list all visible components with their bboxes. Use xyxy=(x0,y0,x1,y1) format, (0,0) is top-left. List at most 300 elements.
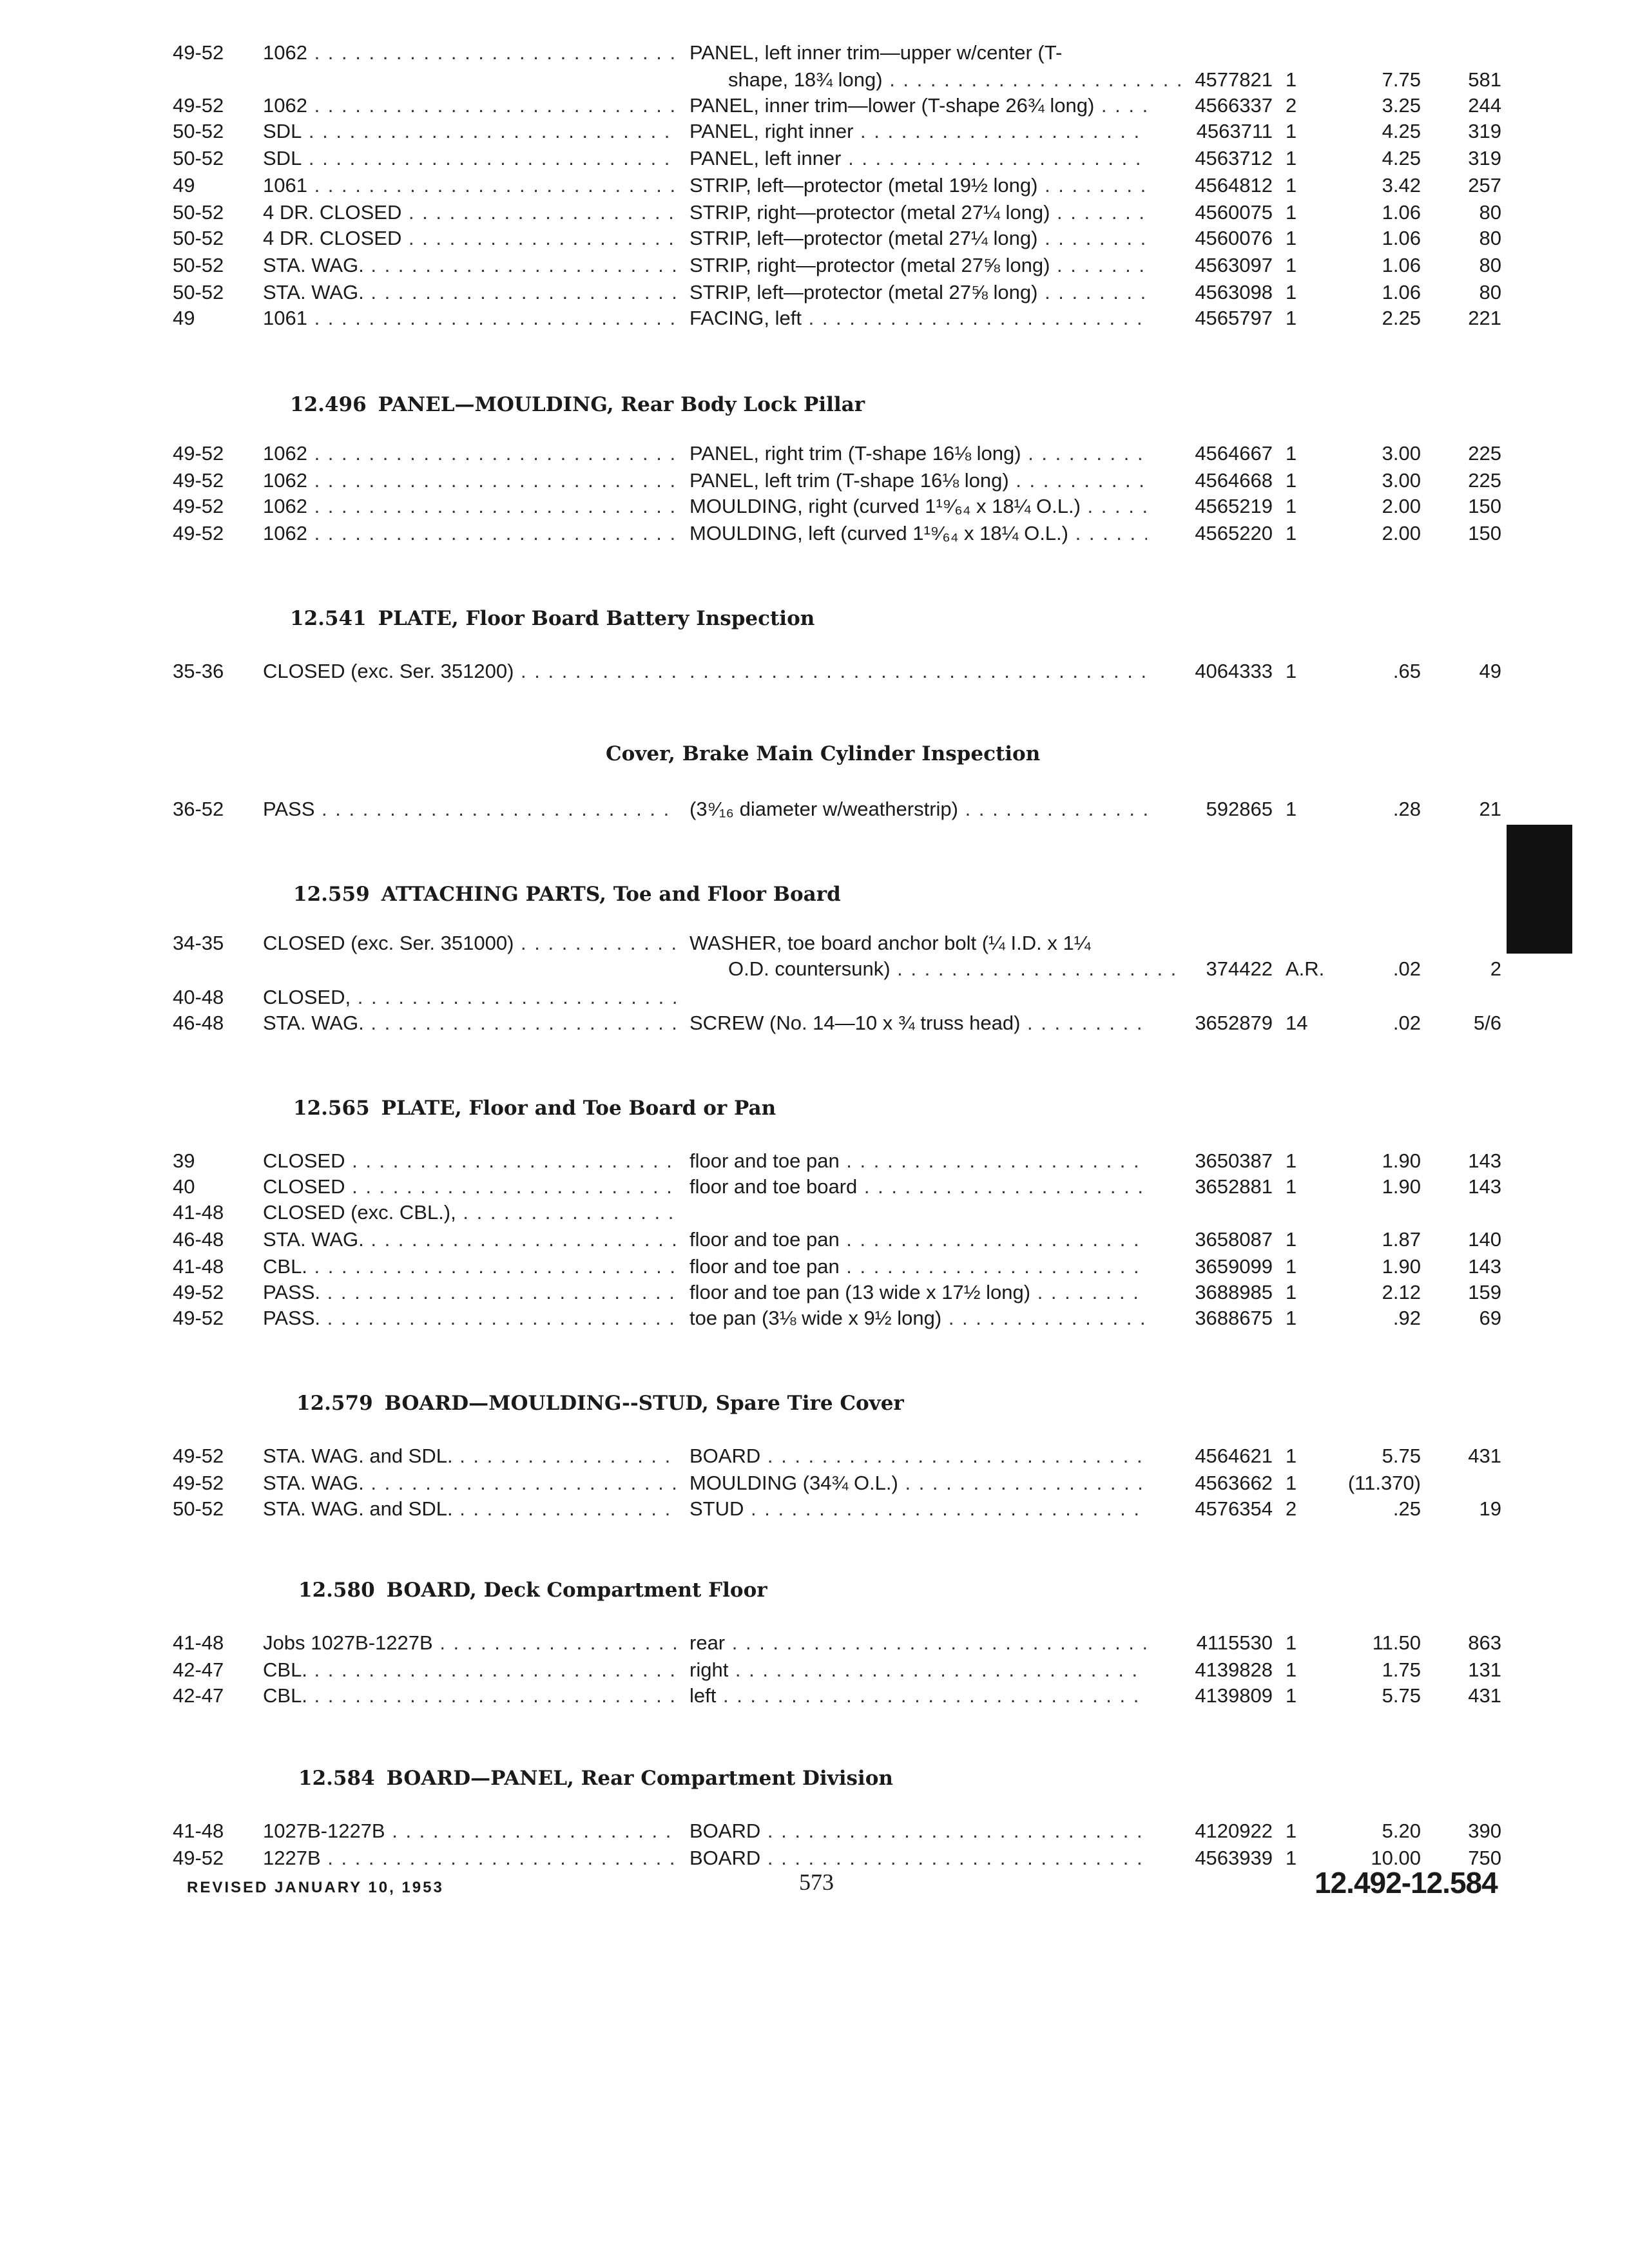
dealer-price xyxy=(1437,146,1501,171)
part-number xyxy=(1153,253,1273,278)
list-price-text: .92 xyxy=(1393,1307,1421,1329)
part-number xyxy=(1153,1148,1273,1174)
part-number xyxy=(1153,441,1273,466)
dealer-price-text: 143 xyxy=(1468,1149,1501,1172)
body-type xyxy=(263,305,677,331)
part-number xyxy=(1153,658,1273,684)
parts-row xyxy=(0,1657,1629,1686)
part-description xyxy=(689,796,1147,822)
dealer-price-text: 319 xyxy=(1468,120,1501,142)
parts-row xyxy=(0,1630,1629,1658)
quantity-text: 2 xyxy=(1286,1497,1297,1520)
model-years xyxy=(173,146,260,171)
dealer-price-text: 5/6 xyxy=(1473,1012,1501,1034)
part-description-text: MOULDING (34¾ O.L.) xyxy=(689,1472,898,1494)
body-type xyxy=(263,1470,677,1496)
quantity-text: A.R. xyxy=(1286,957,1325,980)
part-number xyxy=(1153,796,1273,822)
body-type xyxy=(263,441,677,466)
part-description-text: STRIP, left—protector (metal 27⅝ long) xyxy=(689,281,1038,303)
model-years-text: 49-52 xyxy=(173,1307,224,1329)
model-years xyxy=(173,93,260,119)
part-description xyxy=(689,1305,1147,1331)
list-price xyxy=(1344,93,1421,119)
part-description-text: right xyxy=(689,1658,729,1681)
model-years-text: 49-52 xyxy=(173,495,224,517)
quantity-text: 1 xyxy=(1286,1631,1297,1654)
parts-row xyxy=(0,1818,1629,1847)
body-type xyxy=(263,985,677,1010)
body-type-text: STA. WAG. and SDL. xyxy=(263,1497,453,1520)
quantity-text: 14 xyxy=(1286,1012,1308,1034)
section-heading xyxy=(606,741,1040,767)
model-years-text: 49-52 xyxy=(173,94,224,117)
list-price-text: 1.87 xyxy=(1382,1228,1421,1251)
body-type-text: SDL xyxy=(263,147,302,169)
part-description xyxy=(689,1280,1147,1305)
part-number-text: 4564621 xyxy=(1195,1445,1273,1467)
list-price-text: 3.00 xyxy=(1382,469,1421,492)
list-price-text: 1.06 xyxy=(1382,254,1421,276)
body-type xyxy=(263,1443,677,1469)
dealer-price xyxy=(1437,441,1501,466)
part-description-text: floor and toe board xyxy=(689,1175,858,1198)
part-description-text: PANEL, inner trim—lower (T-shape 26¾ long) xyxy=(689,94,1095,117)
part-description xyxy=(689,1148,1147,1174)
parts-row xyxy=(0,253,1629,281)
part-description-text: PANEL, left inner xyxy=(689,147,842,169)
list-price-text: 1.75 xyxy=(1382,1658,1421,1681)
list-price xyxy=(1344,1443,1421,1469)
part-description xyxy=(689,253,1147,278)
body-type-text: STA. WAG. xyxy=(263,281,364,303)
quantity-text: 1 xyxy=(1286,174,1297,197)
list-price-text: 1.06 xyxy=(1382,227,1421,249)
body-type-text: PASS xyxy=(263,798,315,820)
body-type xyxy=(263,280,677,305)
part-number-text: 592865 xyxy=(1206,798,1273,820)
part-description xyxy=(689,658,1147,684)
body-type xyxy=(263,1148,677,1174)
body-type xyxy=(263,1845,677,1871)
section-number: 12.559 xyxy=(293,883,370,906)
section-thumb-tab xyxy=(1507,825,1572,954)
list-price xyxy=(1344,253,1421,278)
part-description xyxy=(689,1496,1147,1522)
part-description xyxy=(689,40,1147,66)
body-type xyxy=(263,658,677,684)
model-years-text: 50-52 xyxy=(173,147,224,169)
part-description-text: O.D. countersunk) xyxy=(728,957,891,980)
model-years xyxy=(173,1305,260,1331)
quantity-text: 1 xyxy=(1286,147,1297,169)
model-years-text: 49-52 xyxy=(173,442,224,465)
model-years xyxy=(173,930,260,956)
quantity-text: 1 xyxy=(1286,281,1297,303)
dealer-price xyxy=(1437,119,1501,144)
section-title: BOARD, Deck Compartment Floor xyxy=(386,1579,767,1602)
section-title: Cover, Brake Main Cylinder Inspection xyxy=(606,742,1041,765)
list-price xyxy=(1344,1280,1421,1305)
body-type xyxy=(263,468,677,494)
part-number xyxy=(1153,521,1273,546)
body-type-text: CLOSED (exc. Ser. 351200) xyxy=(263,660,514,682)
parts-row xyxy=(0,1174,1629,1202)
part-number xyxy=(1153,119,1273,144)
body-type xyxy=(263,930,677,956)
section-title: BOARD—PANEL, Rear Compartment Division xyxy=(386,1767,893,1790)
body-type-text: 1061 xyxy=(263,307,307,329)
body-type xyxy=(263,200,677,226)
part-number xyxy=(1153,1683,1273,1709)
model-years xyxy=(173,1496,260,1522)
part-number-text: 4560076 xyxy=(1195,227,1273,249)
part-description xyxy=(689,1683,1147,1709)
dealer-price xyxy=(1437,1148,1501,1174)
part-number xyxy=(1153,226,1273,251)
quantity-text: 1 xyxy=(1286,1228,1297,1251)
quantity xyxy=(1286,119,1337,144)
list-price xyxy=(1344,494,1421,519)
quantity-text: 1 xyxy=(1286,254,1297,276)
part-description xyxy=(689,305,1147,331)
part-number-text: 3650387 xyxy=(1195,1149,1273,1172)
part-description xyxy=(689,146,1147,171)
body-type-text: 1062 xyxy=(263,442,307,465)
dealer-price-text: 221 xyxy=(1468,307,1501,329)
quantity-text: 1 xyxy=(1286,660,1297,682)
body-type-text: 1061 xyxy=(263,174,307,197)
model-years xyxy=(173,1148,260,1174)
part-description-text: STRIP, left—protector (metal 27¼ long) xyxy=(689,227,1038,249)
part-description-text: SCREW (No. 14—10 x ¾ truss head) xyxy=(689,1012,1021,1034)
dealer-price xyxy=(1437,956,1501,982)
part-number-text: 4565220 xyxy=(1195,522,1273,544)
list-price-text: 2.00 xyxy=(1382,495,1421,517)
part-description xyxy=(689,93,1147,119)
section-number: 12.579 xyxy=(296,1392,373,1415)
model-years xyxy=(173,985,260,1010)
parts-row xyxy=(0,1470,1629,1499)
part-description-text: (3⁹⁄₁₆ diameter w/weatherstrip) xyxy=(689,798,958,820)
part-description-text: PANEL, right trim (T-shape 16⅛ long) xyxy=(689,442,1021,465)
part-description xyxy=(689,1657,1147,1683)
part-number-text: 4563098 xyxy=(1195,281,1273,303)
dealer-price xyxy=(1437,658,1501,684)
body-type xyxy=(263,1254,677,1280)
list-price xyxy=(1344,1305,1421,1331)
quantity xyxy=(1286,494,1337,519)
list-price-text: 1.90 xyxy=(1382,1175,1421,1198)
quantity xyxy=(1286,1496,1337,1522)
section-title: PLATE, Floor and Toe Board or Pan xyxy=(381,1097,776,1120)
part-number xyxy=(1153,200,1273,226)
parts-row xyxy=(0,67,1629,95)
parts-row xyxy=(0,1683,1629,1711)
part-description xyxy=(689,280,1147,305)
list-price xyxy=(1344,658,1421,684)
part-description xyxy=(689,173,1147,198)
list-price-text: 5.20 xyxy=(1382,1820,1421,1842)
body-type-text: CLOSED xyxy=(263,1175,345,1198)
parts-row xyxy=(0,468,1629,496)
model-years-text: 50-52 xyxy=(173,254,224,276)
dealer-price-text: 80 xyxy=(1479,227,1501,249)
model-years-text: 49 xyxy=(173,174,195,197)
part-number xyxy=(1153,1657,1273,1683)
list-price xyxy=(1344,441,1421,466)
parts-row xyxy=(0,796,1629,825)
part-number-text: 4564668 xyxy=(1195,469,1273,492)
model-years xyxy=(173,40,260,66)
part-number-text: 4139828 xyxy=(1195,1658,1273,1681)
list-price xyxy=(1344,1470,1421,1496)
body-type-text: 1062 xyxy=(263,495,307,517)
part-description-text: floor and toe pan (13 wide x 17½ long) xyxy=(689,1281,1031,1303)
part-number-text: 4563711 xyxy=(1196,120,1273,142)
part-description-text: STRIP, right—protector (metal 27⅝ long) xyxy=(689,254,1050,276)
part-description xyxy=(689,494,1147,519)
model-years-text: 41-48 xyxy=(173,1631,224,1654)
list-price-text: .02 xyxy=(1393,1012,1421,1034)
list-price xyxy=(1344,173,1421,198)
dealer-price xyxy=(1437,1496,1501,1522)
quantity xyxy=(1286,658,1337,684)
part-number-text: 3652881 xyxy=(1195,1175,1273,1198)
dealer-price xyxy=(1437,1657,1501,1683)
dealer-price-text: 863 xyxy=(1468,1631,1501,1654)
list-price xyxy=(1344,280,1421,305)
part-number xyxy=(1153,280,1273,305)
quantity xyxy=(1286,253,1337,278)
parts-row xyxy=(0,441,1629,469)
dealer-price-text: 69 xyxy=(1479,1307,1501,1329)
part-description-text: WASHER, toe board anchor bolt (¼ I.D. x 1¼ xyxy=(689,932,1091,954)
model-years xyxy=(173,468,260,494)
model-years-text: 49-52 xyxy=(173,1445,224,1467)
model-years xyxy=(173,1227,260,1253)
body-type xyxy=(263,119,677,144)
dealer-price xyxy=(1437,796,1501,822)
quantity-text: 1 xyxy=(1286,201,1297,224)
quantity xyxy=(1286,1630,1337,1656)
part-description xyxy=(689,521,1147,546)
model-years xyxy=(173,280,260,305)
body-type-text: 1062 xyxy=(263,94,307,117)
section-number: 12.565 xyxy=(293,1097,370,1120)
part-description-text: PANEL, left inner trim—upper w/center (T- xyxy=(689,41,1063,64)
list-price xyxy=(1344,1496,1421,1522)
parts-row xyxy=(0,1227,1629,1255)
list-price-text: 2.00 xyxy=(1382,522,1421,544)
quantity xyxy=(1286,956,1337,982)
list-price-text: 5.75 xyxy=(1382,1445,1421,1467)
dealer-price xyxy=(1437,468,1501,494)
model-years-text: 39 xyxy=(173,1149,195,1172)
quantity xyxy=(1286,1470,1337,1496)
parts-row xyxy=(0,1496,1629,1524)
dealer-price-text: 244 xyxy=(1468,94,1501,117)
part-number xyxy=(1153,1227,1273,1253)
body-type xyxy=(263,1496,677,1522)
part-number xyxy=(1153,93,1273,119)
quantity xyxy=(1286,1280,1337,1305)
part-description xyxy=(728,67,1186,93)
model-years-text: 42-47 xyxy=(173,1684,224,1707)
section-heading xyxy=(293,881,841,907)
quantity xyxy=(1286,1227,1337,1253)
model-years-text: 35-36 xyxy=(173,660,224,682)
part-description-text: left xyxy=(689,1684,717,1707)
part-description xyxy=(689,930,1147,956)
model-years-text: 49 xyxy=(173,307,195,329)
part-description-text: BOARD xyxy=(689,1847,761,1869)
quantity xyxy=(1286,67,1337,93)
model-years xyxy=(173,1010,260,1036)
list-price-text: .28 xyxy=(1393,798,1421,820)
revised-date: REVISED JANUARY 10, 1953 xyxy=(187,1879,444,1896)
list-price-text: 1.90 xyxy=(1382,1149,1421,1172)
quantity-text: 1 xyxy=(1286,1847,1297,1869)
part-number-text: 4576354 xyxy=(1195,1497,1273,1520)
quantity-text: 1 xyxy=(1286,469,1297,492)
model-years xyxy=(173,494,260,519)
model-years-text: 46-48 xyxy=(173,1228,224,1251)
quantity xyxy=(1286,441,1337,466)
body-type-text: STA. WAG. xyxy=(263,1228,364,1251)
list-price xyxy=(1344,119,1421,144)
part-description-text: STRIP, right—protector (metal 27¼ long) xyxy=(689,201,1050,224)
part-description xyxy=(689,468,1147,494)
quantity-text: 2 xyxy=(1286,94,1297,117)
part-number-text: 3688675 xyxy=(1195,1307,1273,1329)
body-type xyxy=(263,1683,677,1709)
parts-row xyxy=(0,658,1629,687)
body-type-text: PASS. xyxy=(263,1281,321,1303)
dealer-price xyxy=(1437,200,1501,226)
parts-row xyxy=(0,1443,1629,1472)
model-years-text: 41-48 xyxy=(173,1820,224,1842)
part-number-text: 4564812 xyxy=(1195,174,1273,197)
part-number xyxy=(1153,494,1273,519)
dealer-price-text: 150 xyxy=(1468,495,1501,517)
list-price xyxy=(1344,956,1421,982)
parts-row xyxy=(0,305,1629,334)
dealer-price-text: 80 xyxy=(1479,281,1501,303)
dealer-price xyxy=(1437,253,1501,278)
part-description xyxy=(689,1630,1147,1656)
section-title: PANEL—MOULDING, Rear Body Lock Pillar xyxy=(378,393,865,416)
dealer-price-text: 225 xyxy=(1468,442,1501,465)
dealer-price-text: 80 xyxy=(1479,254,1501,276)
part-description xyxy=(689,1818,1147,1844)
part-number-text: 4064333 xyxy=(1195,660,1273,682)
body-type-text: STA. WAG. xyxy=(263,254,364,276)
list-price xyxy=(1344,226,1421,251)
dealer-price-text: 159 xyxy=(1468,1281,1501,1303)
part-description xyxy=(728,956,1186,982)
parts-row xyxy=(0,200,1629,228)
dealer-price xyxy=(1437,226,1501,251)
quantity-text: 1 xyxy=(1286,307,1297,329)
part-number xyxy=(1153,146,1273,171)
part-number xyxy=(1153,1174,1273,1200)
section-title: PLATE, Floor Board Battery Inspection xyxy=(378,607,815,630)
body-type-text: 1027B-1227B xyxy=(263,1820,385,1842)
dealer-price xyxy=(1437,173,1501,198)
part-number-text: 3659099 xyxy=(1195,1255,1273,1278)
part-number xyxy=(1153,173,1273,198)
quantity-text: 1 xyxy=(1286,1472,1297,1494)
quantity xyxy=(1286,305,1337,331)
part-number xyxy=(1153,1305,1273,1331)
list-price xyxy=(1344,67,1421,93)
model-years-text: 50-52 xyxy=(173,201,224,224)
dealer-price xyxy=(1437,1280,1501,1305)
part-description xyxy=(689,200,1147,226)
part-description-text: toe pan (3⅛ wide x 9½ long) xyxy=(689,1307,942,1329)
model-years xyxy=(173,1200,260,1225)
quantity-text: 1 xyxy=(1286,1149,1297,1172)
body-type xyxy=(263,521,677,546)
part-number-text: 4563097 xyxy=(1195,254,1273,276)
body-type-text: CLOSED (exc. CBL.), xyxy=(263,1201,456,1224)
quantity-text: 1 xyxy=(1286,1820,1297,1842)
quantity-text: 1 xyxy=(1286,522,1297,544)
part-number-text: 4563939 xyxy=(1195,1847,1273,1869)
quantity-text: 1 xyxy=(1286,495,1297,517)
part-description-text: MOULDING, left (curved 1¹⁹⁄₆₄ x 18¼ O.L.) xyxy=(689,522,1068,544)
dealer-price-text: 143 xyxy=(1468,1175,1501,1198)
body-type-text: 1227B xyxy=(263,1847,321,1869)
quantity xyxy=(1286,468,1337,494)
model-years-text: 50-52 xyxy=(173,1497,224,1520)
part-description-text: floor and toe pan xyxy=(689,1255,840,1278)
part-number-text: 4577821 xyxy=(1195,68,1273,91)
parts-row xyxy=(0,1200,1629,1228)
part-description xyxy=(689,226,1147,251)
section-number: 12.541 xyxy=(290,607,367,630)
model-years xyxy=(173,1657,260,1683)
parts-row xyxy=(0,1305,1629,1334)
body-type xyxy=(263,93,677,119)
list-price xyxy=(1344,1818,1421,1844)
part-description-text: BOARD xyxy=(689,1445,761,1467)
section-number: 12.496 xyxy=(290,393,367,416)
dealer-price xyxy=(1437,1630,1501,1656)
part-description-text: BOARD xyxy=(689,1820,761,1842)
model-years-text: 40 xyxy=(173,1175,195,1198)
model-years-text: 50-52 xyxy=(173,227,224,249)
list-price xyxy=(1344,146,1421,171)
quantity-text: 1 xyxy=(1286,1281,1297,1303)
quantity-text: 1 xyxy=(1286,1658,1297,1681)
body-type xyxy=(263,796,677,822)
body-type xyxy=(263,40,677,66)
quantity xyxy=(1286,93,1337,119)
part-number xyxy=(1153,1280,1273,1305)
list-price xyxy=(1344,1227,1421,1253)
model-years-text: 36-52 xyxy=(173,798,224,820)
part-number xyxy=(1153,1254,1273,1280)
dealer-price-text: 131 xyxy=(1468,1658,1501,1681)
part-number-text: 4560075 xyxy=(1195,201,1273,224)
model-years-text: 49-52 xyxy=(173,469,224,492)
part-description xyxy=(689,441,1147,466)
page-number: 573 xyxy=(799,1869,834,1895)
model-years xyxy=(173,1174,260,1200)
model-years xyxy=(173,658,260,684)
